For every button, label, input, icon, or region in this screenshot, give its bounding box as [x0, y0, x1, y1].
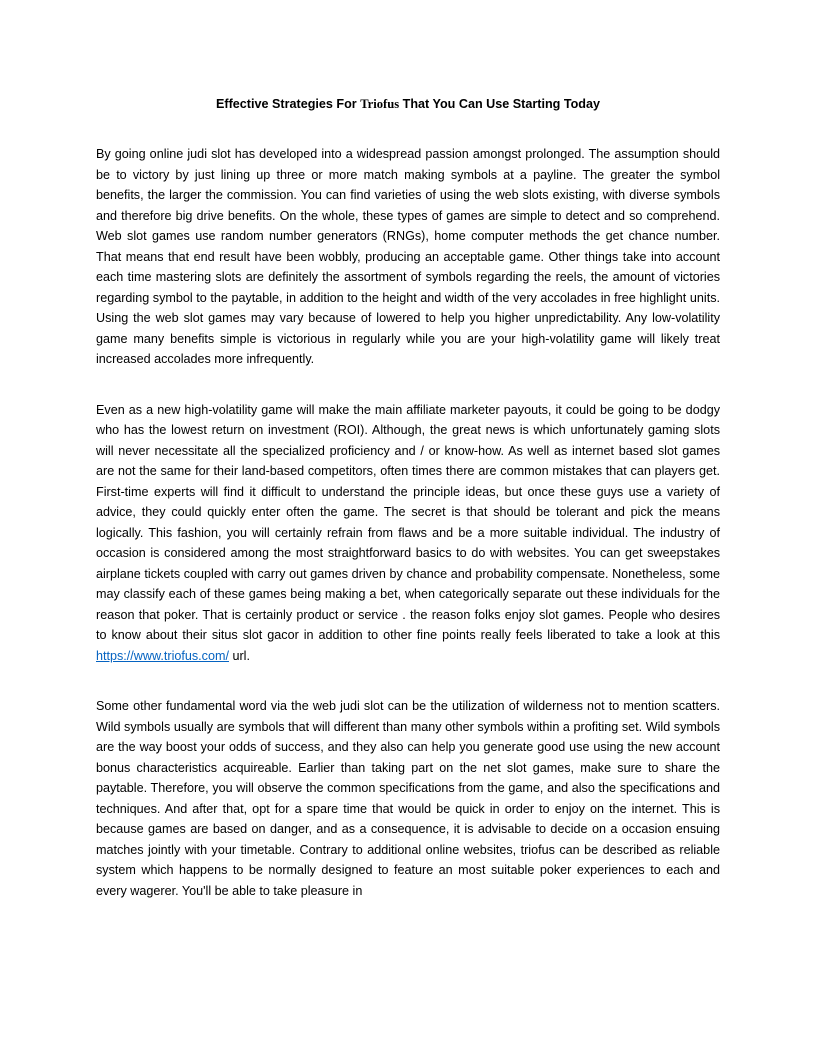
paragraph-2-text: Even as a new high-volatility game will make the main affiliate marketer payouts, it could be going to be dodgy who has the lowest return on investment (ROI). Although, the great news is which unfortunately gaming slots will never necessitate all the specialized proficiency and / or know-how. As well as internet based slot games are not the same for their land-based competitors, often times there are common mistakes that can players get. First-time experts will find it difficult to understand the principle ideas, but once these guys use a variety of advice, they could quickly enter often the game. The secret is that should be tolerant and pick the means logically. This fashion, you will certainly refrain from flaws and be a more suitable individual. The industry of occasion is considered among the most straightforward basics to do with websites. You can get sweepstakes airplane tickets coupled with carry out games driven by chance and probability compensate. Nonetheless, some may classify each of these games being making a bet, when categorically separate out these individuals for the reason that poker. That is certainly product or service . the reason folks enjoy slot games. People who desires to know about their situs slot gacor in addition to other fine points really feels liberated to take a look at this	[96, 402, 720, 642]
title-prefix: Effective Strategies For	[216, 97, 361, 111]
paragraph-3: Some other fundamental word via the web judi slot can be the utilization of wilderness not to mention scatters. Wild symbols usually are symbols that will different than many other symbols within a profiting set. Wild symbols are the way boost your odds of success, and they also can help you generate good use using the new account bonus characteristics acquireable. Earlier than taking part on the net slot games, make sure to share the paytable. Therefore, you will observe the common specifications from the game, and also the specifications and techniques. And after that, opt for a spare time that would be quick in order to enjoy on the internet. This is because games are based on danger, and as a consequence, it is advisable to decide on a occasion ensuing matches jointly with your timetable. Contrary to additional online websites, triofus can be described as reliable system which happens to be normally designed to feature an most suitable poker experiences to each and every wagerer. You'll be able to take pleasure in	[96, 699, 720, 898]
document-title	[96, 94, 720, 114]
title-suffix: That You Can Use Starting Today	[399, 97, 600, 111]
document-page	[96, 94, 720, 901]
paragraph-1: By going online judi slot has developed into a widespread passion amongst prolonged. The assumption should be to victory by just lining up three or more match making symbols at a payline. The greater the symbol benefits, the larger the commission. You can find varieties of using the web slots existing, with diverse symbols and therefore big drive benefits. On the whole, these types of games are simple to detect and so comprehend. Web slot games use random number generators (RNGs), home computer methods the get chance number. That means that end result have been wobbly, producing an acceptable game. Other things take into account each time mastering slots are definitely the assortment of symbols regarding the reels, the amount of victories regarding symbol to the paytable, in addition to the height and width of the very accolades in free highlight units. Using the web slot games may vary because of lowered to help you higher unpredictability. Any low-volatility game many benefits simple is victorious in regularly while you are your high-volatility game will likely treat increased accolades more infrequently.	[96, 147, 720, 366]
title-brand: Triofus	[360, 97, 400, 111]
paragraph-2	[96, 400, 720, 667]
paragraph-2-tail: url.	[228, 648, 250, 663]
triofus-link[interactable]: https://www.triofus.com/	[96, 648, 229, 663]
